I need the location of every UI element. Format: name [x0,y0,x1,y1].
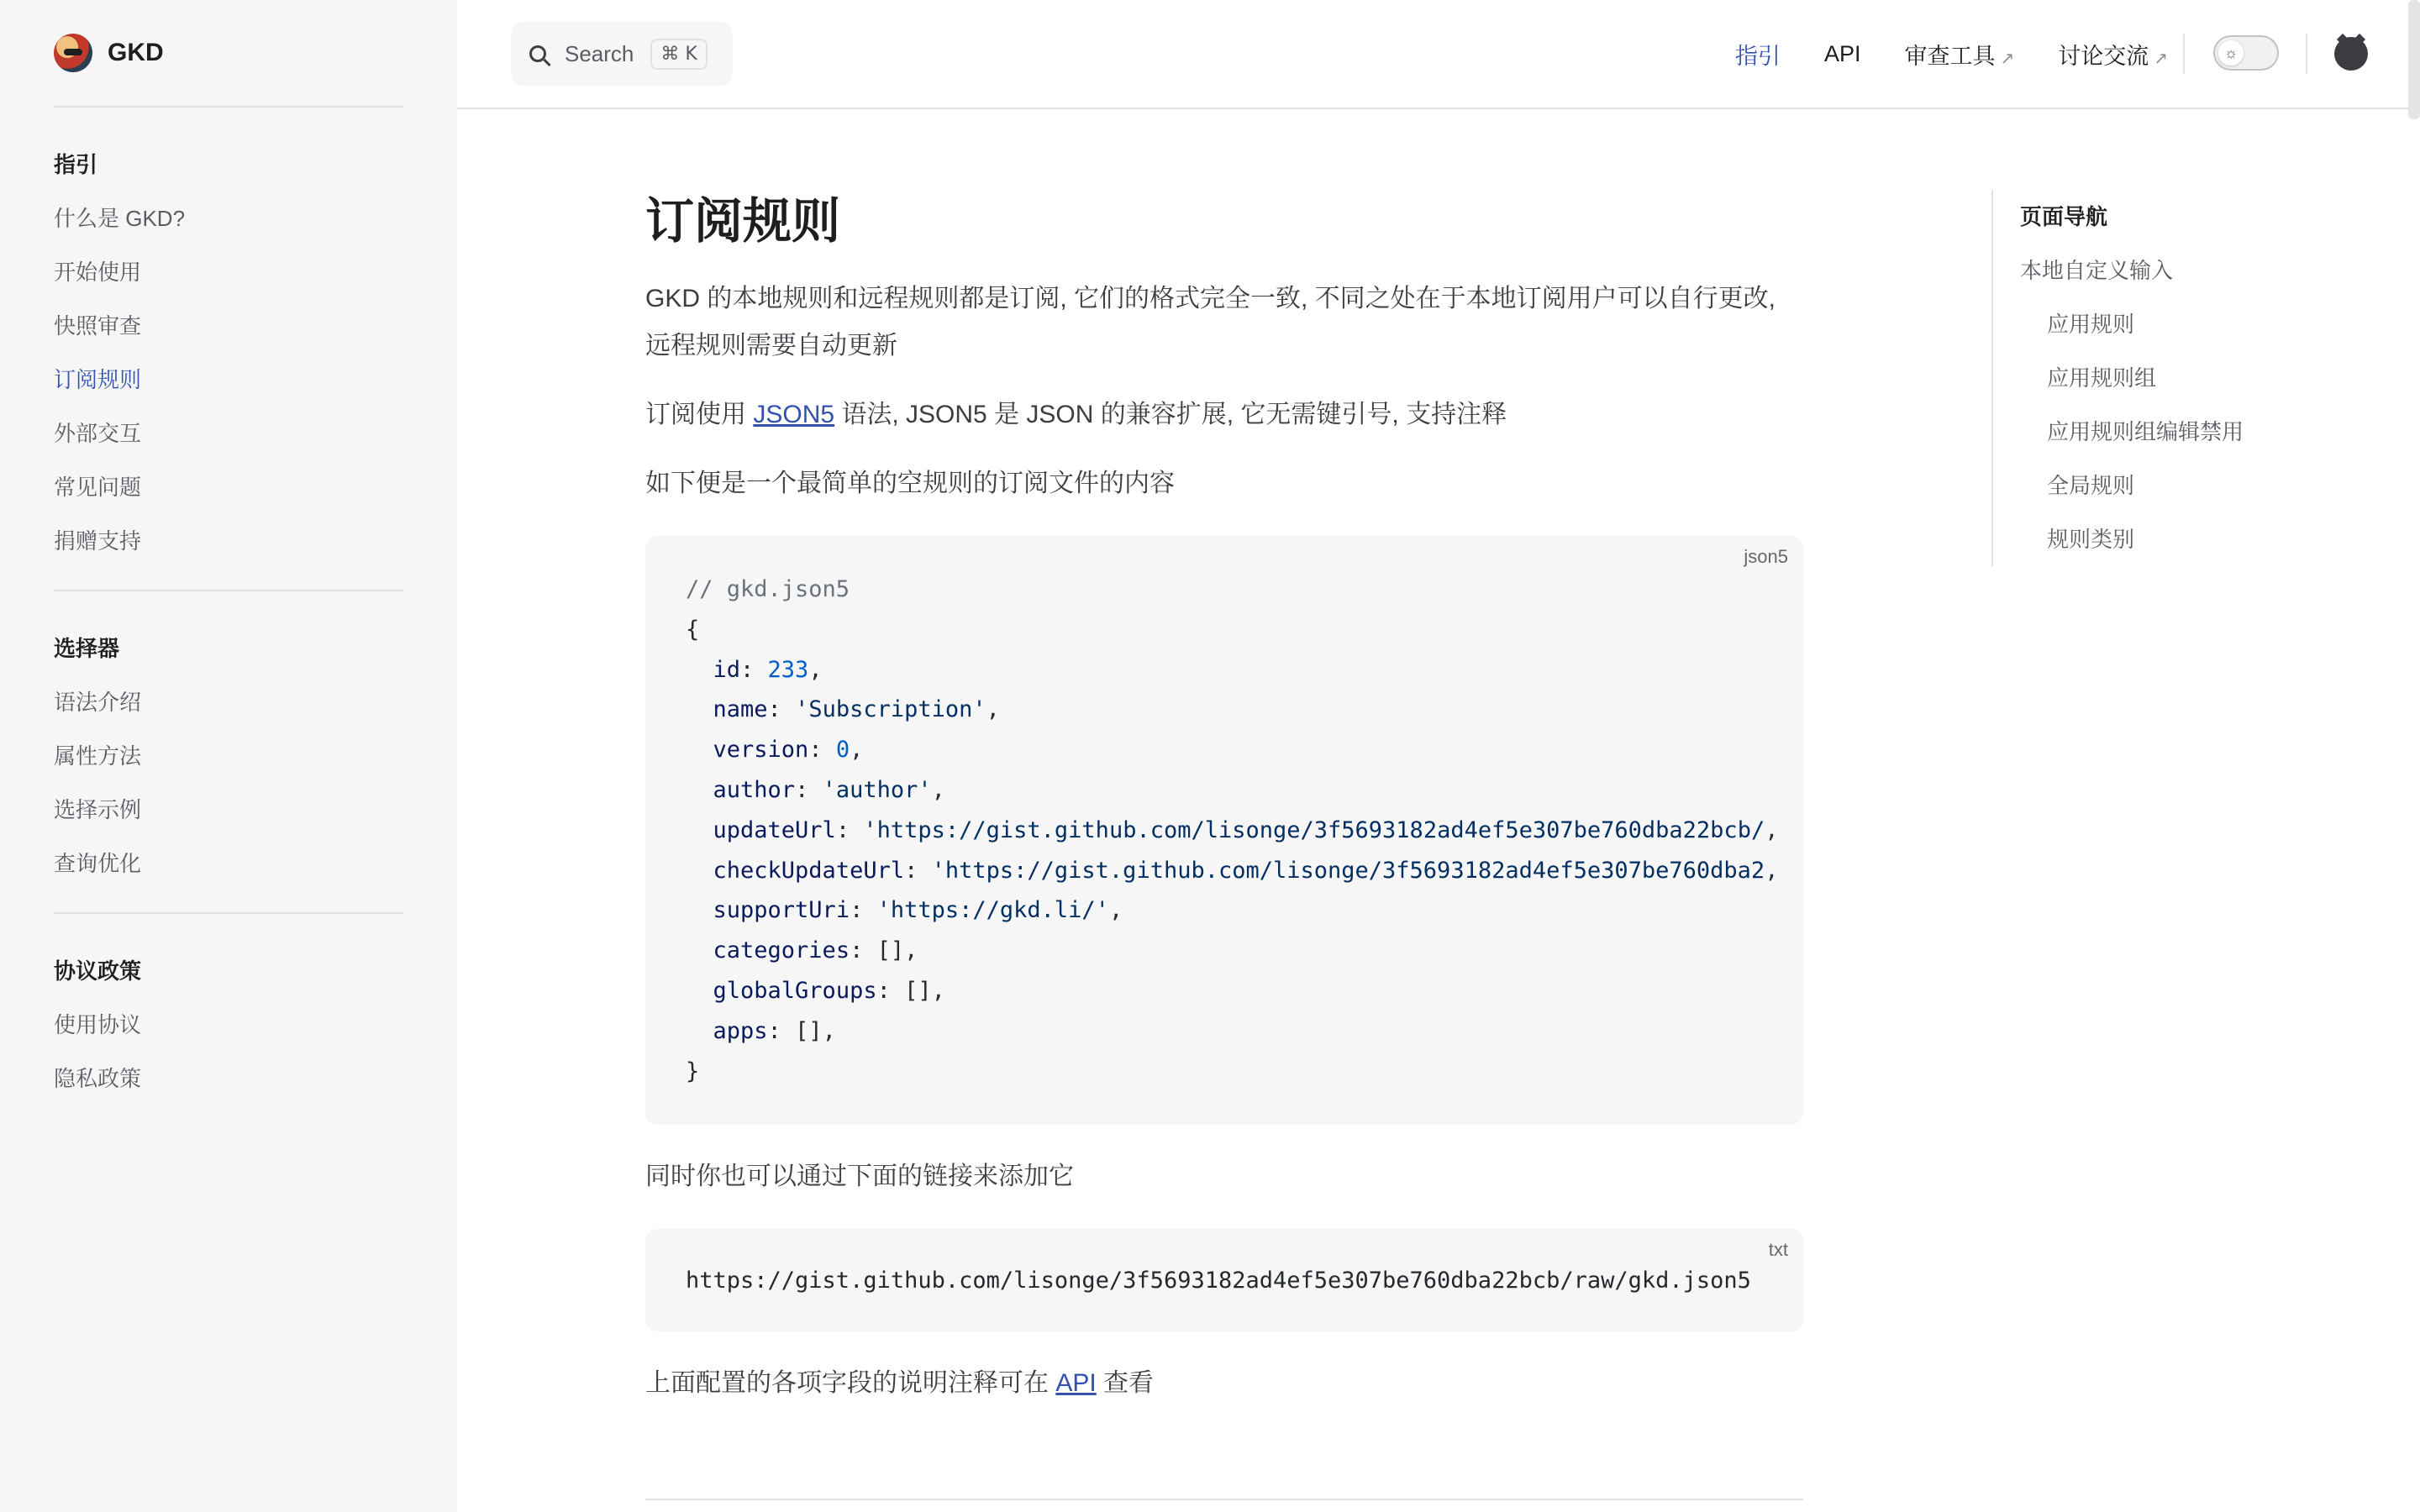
code-value: 'author' [822,776,932,803]
code-content[interactable]: // gkd.json5 { id: 233, name: 'Subscription', version: 0, author: 'author', updateUrl: 'https://gist.github.com/lisonge/3f5693182ad4ef5e307be760dba22bcb/, checkUpdateUrl: 'https://gist.github.com/lisonge/3f5693182ad4ef5e307be760dba2, supportUri: 'https://gkd.li/', categories: [], globalGroups: [], apps: [], } [686,576,1779,1084]
sidebar-group-title: 选择器 [54,636,120,661]
brand[interactable] [54,0,403,108]
intro-paragraph: GKD 的本地规则和远程规则都是订阅, 它们的格式完全一致, 不同之处在于本地订阅用户可以自行更改, 远程规则需要自动更新 [645,285,1776,360]
code-value: 233 [767,656,809,683]
search-button[interactable] [511,22,733,86]
code-block-json5 [645,536,1803,1125]
sidebar-item[interactable]: 外部交互 [54,421,142,446]
sidebar-item[interactable]: 使用协议 [54,1012,142,1037]
topnav-item[interactable] [2058,38,2168,71]
topnav-item[interactable] [1824,41,1861,67]
page-title: 订阅规则 [645,194,841,249]
top-nav-menu [1691,0,2168,108]
code-key: author [713,776,796,803]
topnav-item[interactable] [1904,38,2014,71]
paragraph-text: 上面配置的各项字段的说明注释可在 [645,1369,1056,1398]
code-value: 'https://gist.github.com/lisonge/3f5693182ad4ef5e307be760dba22bcb/ [863,816,1765,843]
brand-name: GKD [108,39,164,66]
sidebar-item[interactable]: 开始使用 [54,260,142,285]
code-brace: { [686,616,700,643]
outline-list [2020,244,2244,566]
api-paragraph [645,1360,1803,1407]
json5-link[interactable]: JSON5 [753,401,835,428]
external-link-icon: ↗ [2154,49,2168,68]
outline-item[interactable]: 本地自定义输入 [2020,258,2174,283]
theme-toggle[interactable] [2213,35,2279,71]
sidebar [0,0,457,1512]
page-outline [1991,190,2244,566]
sidebar-group-title: 协议政策 [54,958,142,984]
sidebar-item[interactable]: 属性方法 [54,743,142,769]
code-key: apps [713,1017,768,1044]
sidebar-nav [54,108,403,1127]
code-lang-label: json5 [1744,546,1788,567]
gkd-logo-icon [54,34,92,72]
code-key: id [713,656,741,683]
code-value: [] [795,1017,823,1044]
outline-item[interactable]: 应用规则组编辑禁用 [2047,419,2244,444]
search-label: Search [565,40,634,66]
code-value: 0 [835,737,850,764]
content-divider [645,1499,1803,1500]
topnav-item-label: API [1823,40,1861,66]
code-key: categories [713,937,850,964]
nav-divider [2306,34,2307,74]
sidebar-item[interactable]: 选择示例 [54,797,142,822]
sidebar-group [54,914,403,1127]
outline-item[interactable]: 应用规则 [2047,312,2135,337]
search-shortcut: ⌘ K [650,39,707,70]
sidebar-group-title: 指引 [54,152,98,177]
outline-item[interactable]: 规则类别 [2047,527,2135,552]
sidebar-item[interactable]: 隐私政策 [54,1066,142,1091]
api-link[interactable]: API [1055,1369,1097,1398]
code-value: 'Subscription' [795,696,986,723]
github-icon[interactable] [2334,37,2368,71]
external-link-icon: ↗ [2000,49,2015,68]
link-intro-paragraph: 同时你也可以通过下面的链接来添加它 [645,1163,1074,1191]
sidebar-item[interactable]: 捐赠支持 [54,528,142,554]
code-comment: // gkd.json5 [686,576,850,602]
topnav-item-label: 讨论交流 [2058,43,2149,69]
code-brace: } [686,1058,700,1084]
sidebar-item[interactable]: 查询优化 [54,851,142,876]
code-key: version [713,737,809,764]
code-value: [] [904,977,932,1004]
outline-item[interactable]: 应用规则组 [2047,365,2157,391]
code-key: globalGroups [713,977,877,1004]
outline-item[interactable]: 全局规则 [2047,473,2135,498]
sidebar-group [54,591,403,914]
paragraph-text: 订阅使用 [645,401,754,428]
code-value: 'https://gkd.li/' [876,897,1109,924]
sidebar-item[interactable]: 语法介绍 [54,690,142,715]
paragraph-text: 查看 [1096,1369,1155,1398]
subscription-url[interactable]: https://gist.github.com/lisonge/3f5693182ad4ef5e307be760dba22bcb/raw/gkd.json5 [686,1268,1751,1294]
page-scrollbar[interactable] [2408,0,2420,119]
top-navbar [457,0,2420,109]
code-key: name [713,696,768,723]
code-key: updateUrl [713,816,836,843]
code-key: checkUpdateUrl [713,857,905,884]
topnav-item[interactable] [1735,38,1781,71]
nav-divider [2183,34,2185,74]
code-block-txt [645,1229,1803,1331]
topnav-item-label: 指引 [1734,43,1781,69]
sidebar-item[interactable]: 常见问题 [54,475,142,500]
code-value: 'https://gist.github.com/lisonge/3f5693182ad4ef5e307be760dba2 [931,857,1765,884]
topnav-item-label: 审查工具 [1904,43,1996,69]
sun-icon: ☼ [2218,40,2244,66]
code-lang-label: txt [1768,1239,1788,1261]
search-icon [529,45,546,62]
sidebar-item[interactable]: 什么是 GKD? [54,206,186,231]
example-intro-paragraph: 如下便是一个最简单的空规则的订阅文件的内容 [645,470,1175,497]
code-value: [] [876,937,905,964]
outline-title: 页面导航 [2020,204,2108,229]
sidebar-item[interactable]: 快照审查 [54,313,142,339]
sidebar-group [54,108,403,591]
paragraph-text: 语法, JSON5 是 JSON 的兼容扩展, 它无需键引号, 支持注释 [834,401,1507,428]
json5-paragraph [645,391,1803,438]
sidebar-item[interactable]: 订阅规则 [54,367,142,392]
code-key: supportUri [713,897,850,924]
doc-content [645,108,1803,1429]
